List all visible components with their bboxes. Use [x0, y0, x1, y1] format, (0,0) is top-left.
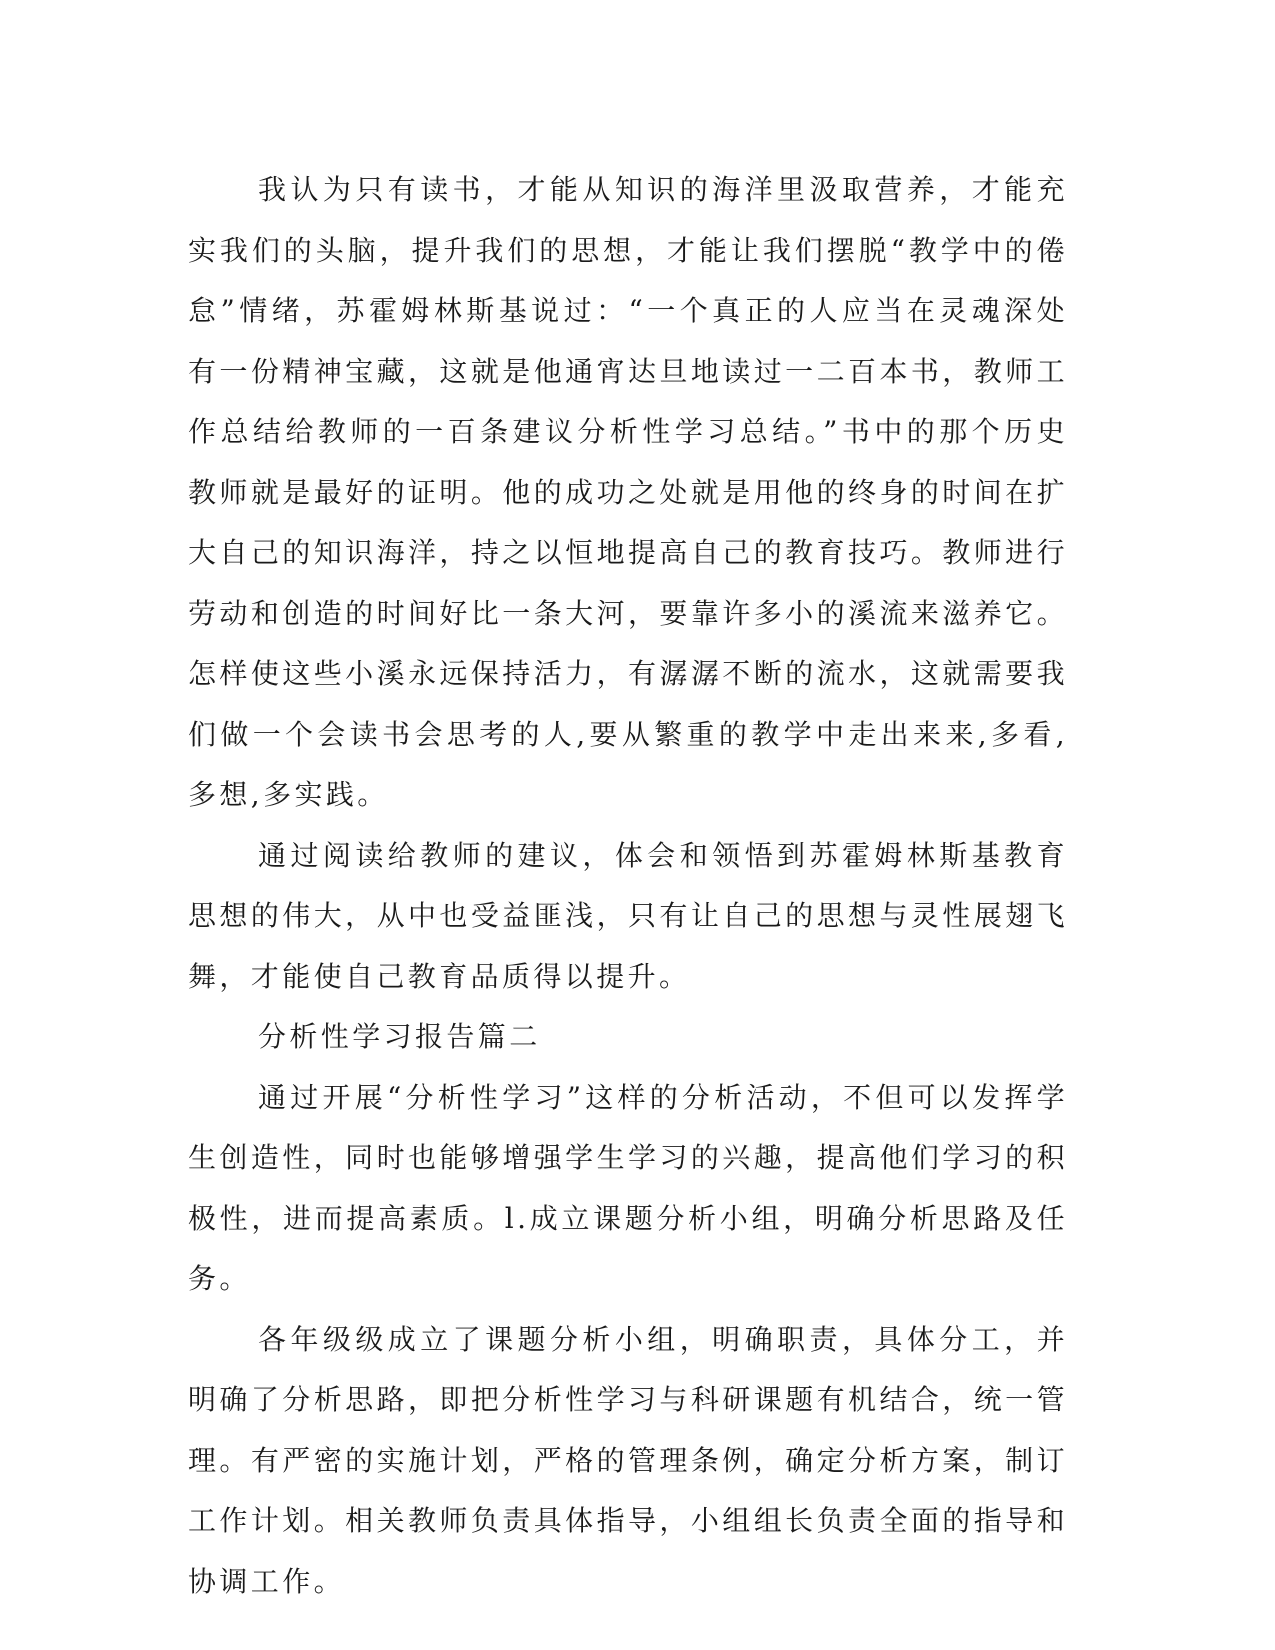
paragraph-reading-value: 我认为只有读书，才能从知识的海洋里汲取营养，才能充实我们的头脑，提升我们的思想，才能让我们摆脱“教学中的倦怠”情绪，苏霍姆林斯基说过：“一个真正的人应当在灵魂深处有一份精神宝藏，这就是他通宵达旦地读过一二百本书，教师工作总结给教师的一百条建议分析性学习总结。”书中的那个历史教师就是最好的证明。他的成功之处就是用他的终身的时间在扩大自己的知识海洋，持之以恒地提高自己的教育技巧。教师进行劳动和创造的时间好比一条大河，要靠许多小的溪流来滋养它。怎样使这些小溪永远保持活力，有潺潺不断的流水，这就需要我们做一个会读书会思考的人,要从繁重的教学中走出来来,多看,多想,多实践。: [188, 173, 1068, 811]
paragraph-activity-intro: 通过开展“分析性学习”这样的分析活动，不但可以发挥学生创造性，同时也能够增强学生学习的兴趣，提高他们学习的积极性，进而提高素质。l.成立课题分析小组，明确分析思路及任务。: [188, 1080, 1068, 1295]
paragraph-reading-reflection: 通过阅读给教师的建议，体会和领悟到苏霍姆林斯基教育思想的伟大，从中也受益匪浅，只有让自己的思想与灵性展翅飞舞，才能使自己教育品质得以提升。: [188, 838, 1068, 993]
section-heading: 分析性学习报告篇二: [258, 1020, 541, 1053]
document-body: [188, 160, 1068, 1612]
paragraph-group-setup: 各年级级成立了课题分析小组，明确职责，具体分工，并明确了分析思路，即把分析性学习与科研课题有机结合，统一管理。有严密的实施计划，严格的管理条例，确定分析方案，制订工作计划。相关教师负责具体指导，小组组长负责全面的指导和协调工作。: [188, 1322, 1068, 1598]
